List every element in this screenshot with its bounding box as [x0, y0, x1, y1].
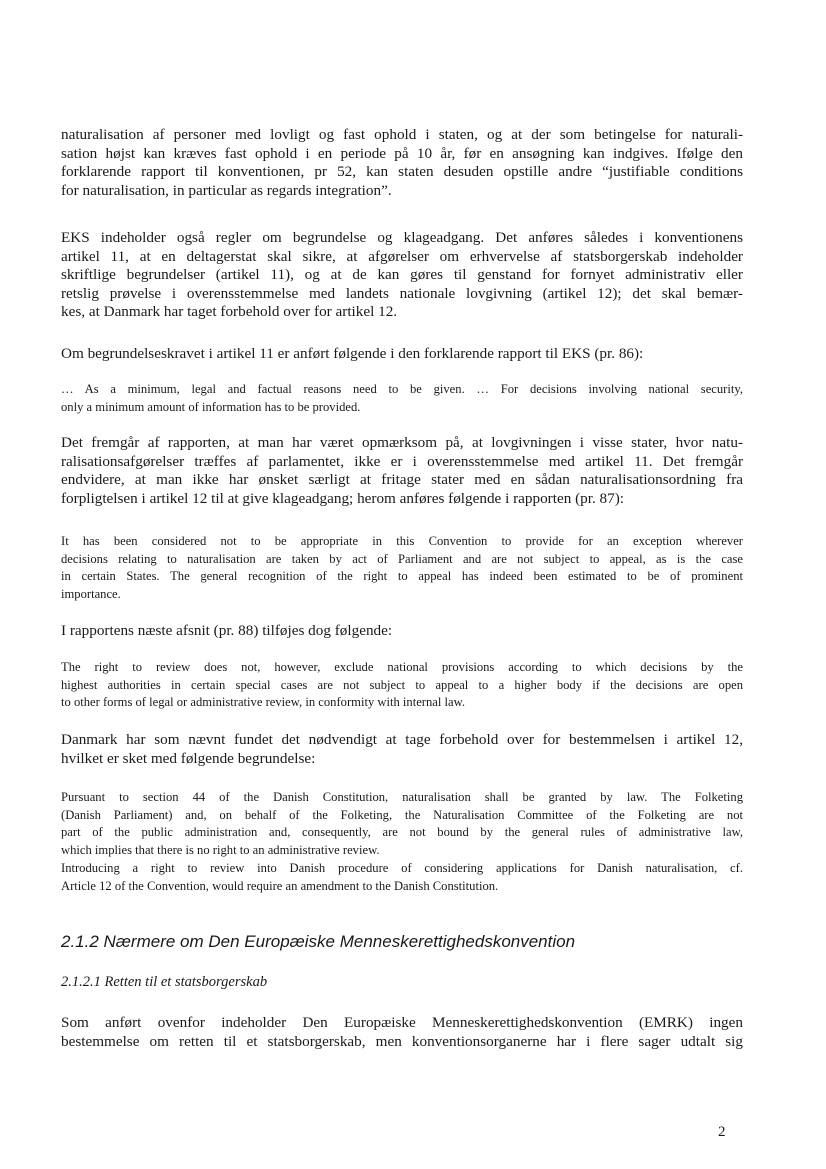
text-line: sation højst kan kræves fast ophold i en periode på 10 år, før en ansøgning kan indgives. Ifølge den: [61, 144, 743, 162]
text-line: forklarende rapport til konventionen, pr 52, kan staten desuden opstille andre “justifiable conditions: [61, 163, 743, 180]
text-line: Article 12 of the Convention, would require an amendment to the Danish Constitution.: [61, 878, 499, 893]
quote-report-pr86: [61, 381, 743, 416]
quote-danish-reservation: [61, 789, 743, 895]
paragraph-article-11-intro: [61, 345, 743, 364]
text-line: Introducing a right to review into Danish procedure of considering applications for Danish naturalisation, cf.: [61, 860, 743, 875]
text-line: I rapportens næste afsnit (pr. 88) tilføjes dog følgende:: [61, 622, 393, 639]
text-line: It has been considered not to be appropriate in this Convention to provide for an exception wherever: [61, 534, 743, 548]
paragraph-report-pr88-intro: [61, 622, 743, 641]
subsection-heading-2-1-2-1: 2.1.2.1 Retten til et statsborgerskab: [61, 974, 268, 990]
text-line: forpligtelsen i artikel 12 til at give klageadgang; herom anføres følgende i rapporten (pr. 87):: [61, 489, 625, 507]
text-line: naturalisation af personer med lovligt og fast ophold i staten, og at der som betingelse for naturali-: [61, 126, 743, 143]
text-line: Om begrundelseskravet i artikel 11 er anført følgende i den forklarende rapport til EKS (pr. 86):: [61, 345, 644, 362]
text-line: importance.: [61, 587, 121, 602]
quote-report-pr88: [61, 659, 743, 712]
text-line: decisions relating to naturalisation are taken by act of Parliament and are not subject to appeal, as is the case: [61, 551, 743, 566]
text-line: The right to review does not, however, exclude national provisions according to which decisions by the: [61, 660, 743, 674]
text-line: … As a minimum, legal and factual reasons need to be given. … For decisions involving national security,: [61, 382, 743, 396]
text-line: to other forms of legal or administrative review, in conformity with internal law.: [61, 695, 466, 710]
text-line: EKS indeholder også regler om begrundelse og klageadgang. Det anføres således i konventionens: [61, 229, 743, 246]
text-line: ralisationsafgørelser træffes af parlamentet, ikke er i overensstemmelse med artikel 11. Det fremgår: [61, 452, 743, 470]
paragraph-denmark-reservation: [61, 731, 743, 768]
paragraph-eks-rules: [61, 229, 743, 322]
text-line: Danmark har som nævnt fundet det nødvendigt at tage forbehold over for bestemmelsen i artikel 12,: [61, 731, 743, 748]
text-line: (Danish Parliament) and, on behalf of the Folketing, the Naturalisation Committee of the Folketing are not: [61, 807, 743, 822]
paragraph-naturalisation-conditions: [61, 126, 743, 200]
text-line: endvidere, at man ikke har ønsket særligt at fritage stater med en sådan naturalisationsordning fra: [61, 471, 743, 488]
text-line: hvilket er sket med følgende begrundelse:: [61, 749, 316, 767]
text-line: for naturalisation, in particular as regards integration”.: [61, 181, 392, 199]
text-line: retslig prøvelse i overensstemmelse med landets nationale lovgivning (artikel 12); det skal bemær-: [61, 284, 743, 302]
text-line: Pursuant to section 44 of the Danish Constitution, naturalisation shall be granted by law. The Folketing: [61, 790, 743, 804]
text-line: Som anført ovenfor indeholder Den Europæiske Menneskerettighedskonvention (EMRK) ingen: [61, 1014, 743, 1031]
text-line: artikel 11, at en deltagerstat skal sikre, at afgørelser om erhvervelse af statsborgerskab indeholder: [61, 247, 743, 265]
text-line: which implies that there is no right to an administrative review.: [61, 843, 380, 858]
paragraph-emrk: [61, 1014, 743, 1051]
text-line: only a minimum amount of information has to be provided.: [61, 399, 361, 414]
text-line: in certain States. The general recognition of the right to appeal has indeed been estimated to be of prominent: [61, 569, 743, 584]
section-heading-2-1-2: 2.1.2 Nærmere om Den Europæiske Menneskerettighedskonvention: [61, 932, 576, 951]
paragraph-report-findings: [61, 434, 743, 508]
text-line: Det fremgår af rapporten, at man har været opmærksom på, at lovgivningen i visse stater, hvor natu-: [61, 434, 743, 451]
text-line: kes, at Danmark har taget forbehold over for artikel 12.: [61, 303, 398, 320]
text-line: skriftlige begrundelser (artikel 11), og at de kan gøres til genstand for fornyet administrativ eller: [61, 266, 743, 283]
quote-report-pr87: [61, 533, 743, 604]
text-line: highest authorities in certain special cases are not subject to appeal to a higher body if the decisions are open: [61, 677, 743, 692]
page-number: 2: [718, 1124, 726, 1140]
text-line: part of the public administration and, consequently, are not bound by the general rules of administrative law,: [61, 825, 743, 840]
text-line: bestemmelse om retten til et statsborgerskab, men konventionsorganerne har i flere sager udtalt sig: [61, 1032, 743, 1050]
